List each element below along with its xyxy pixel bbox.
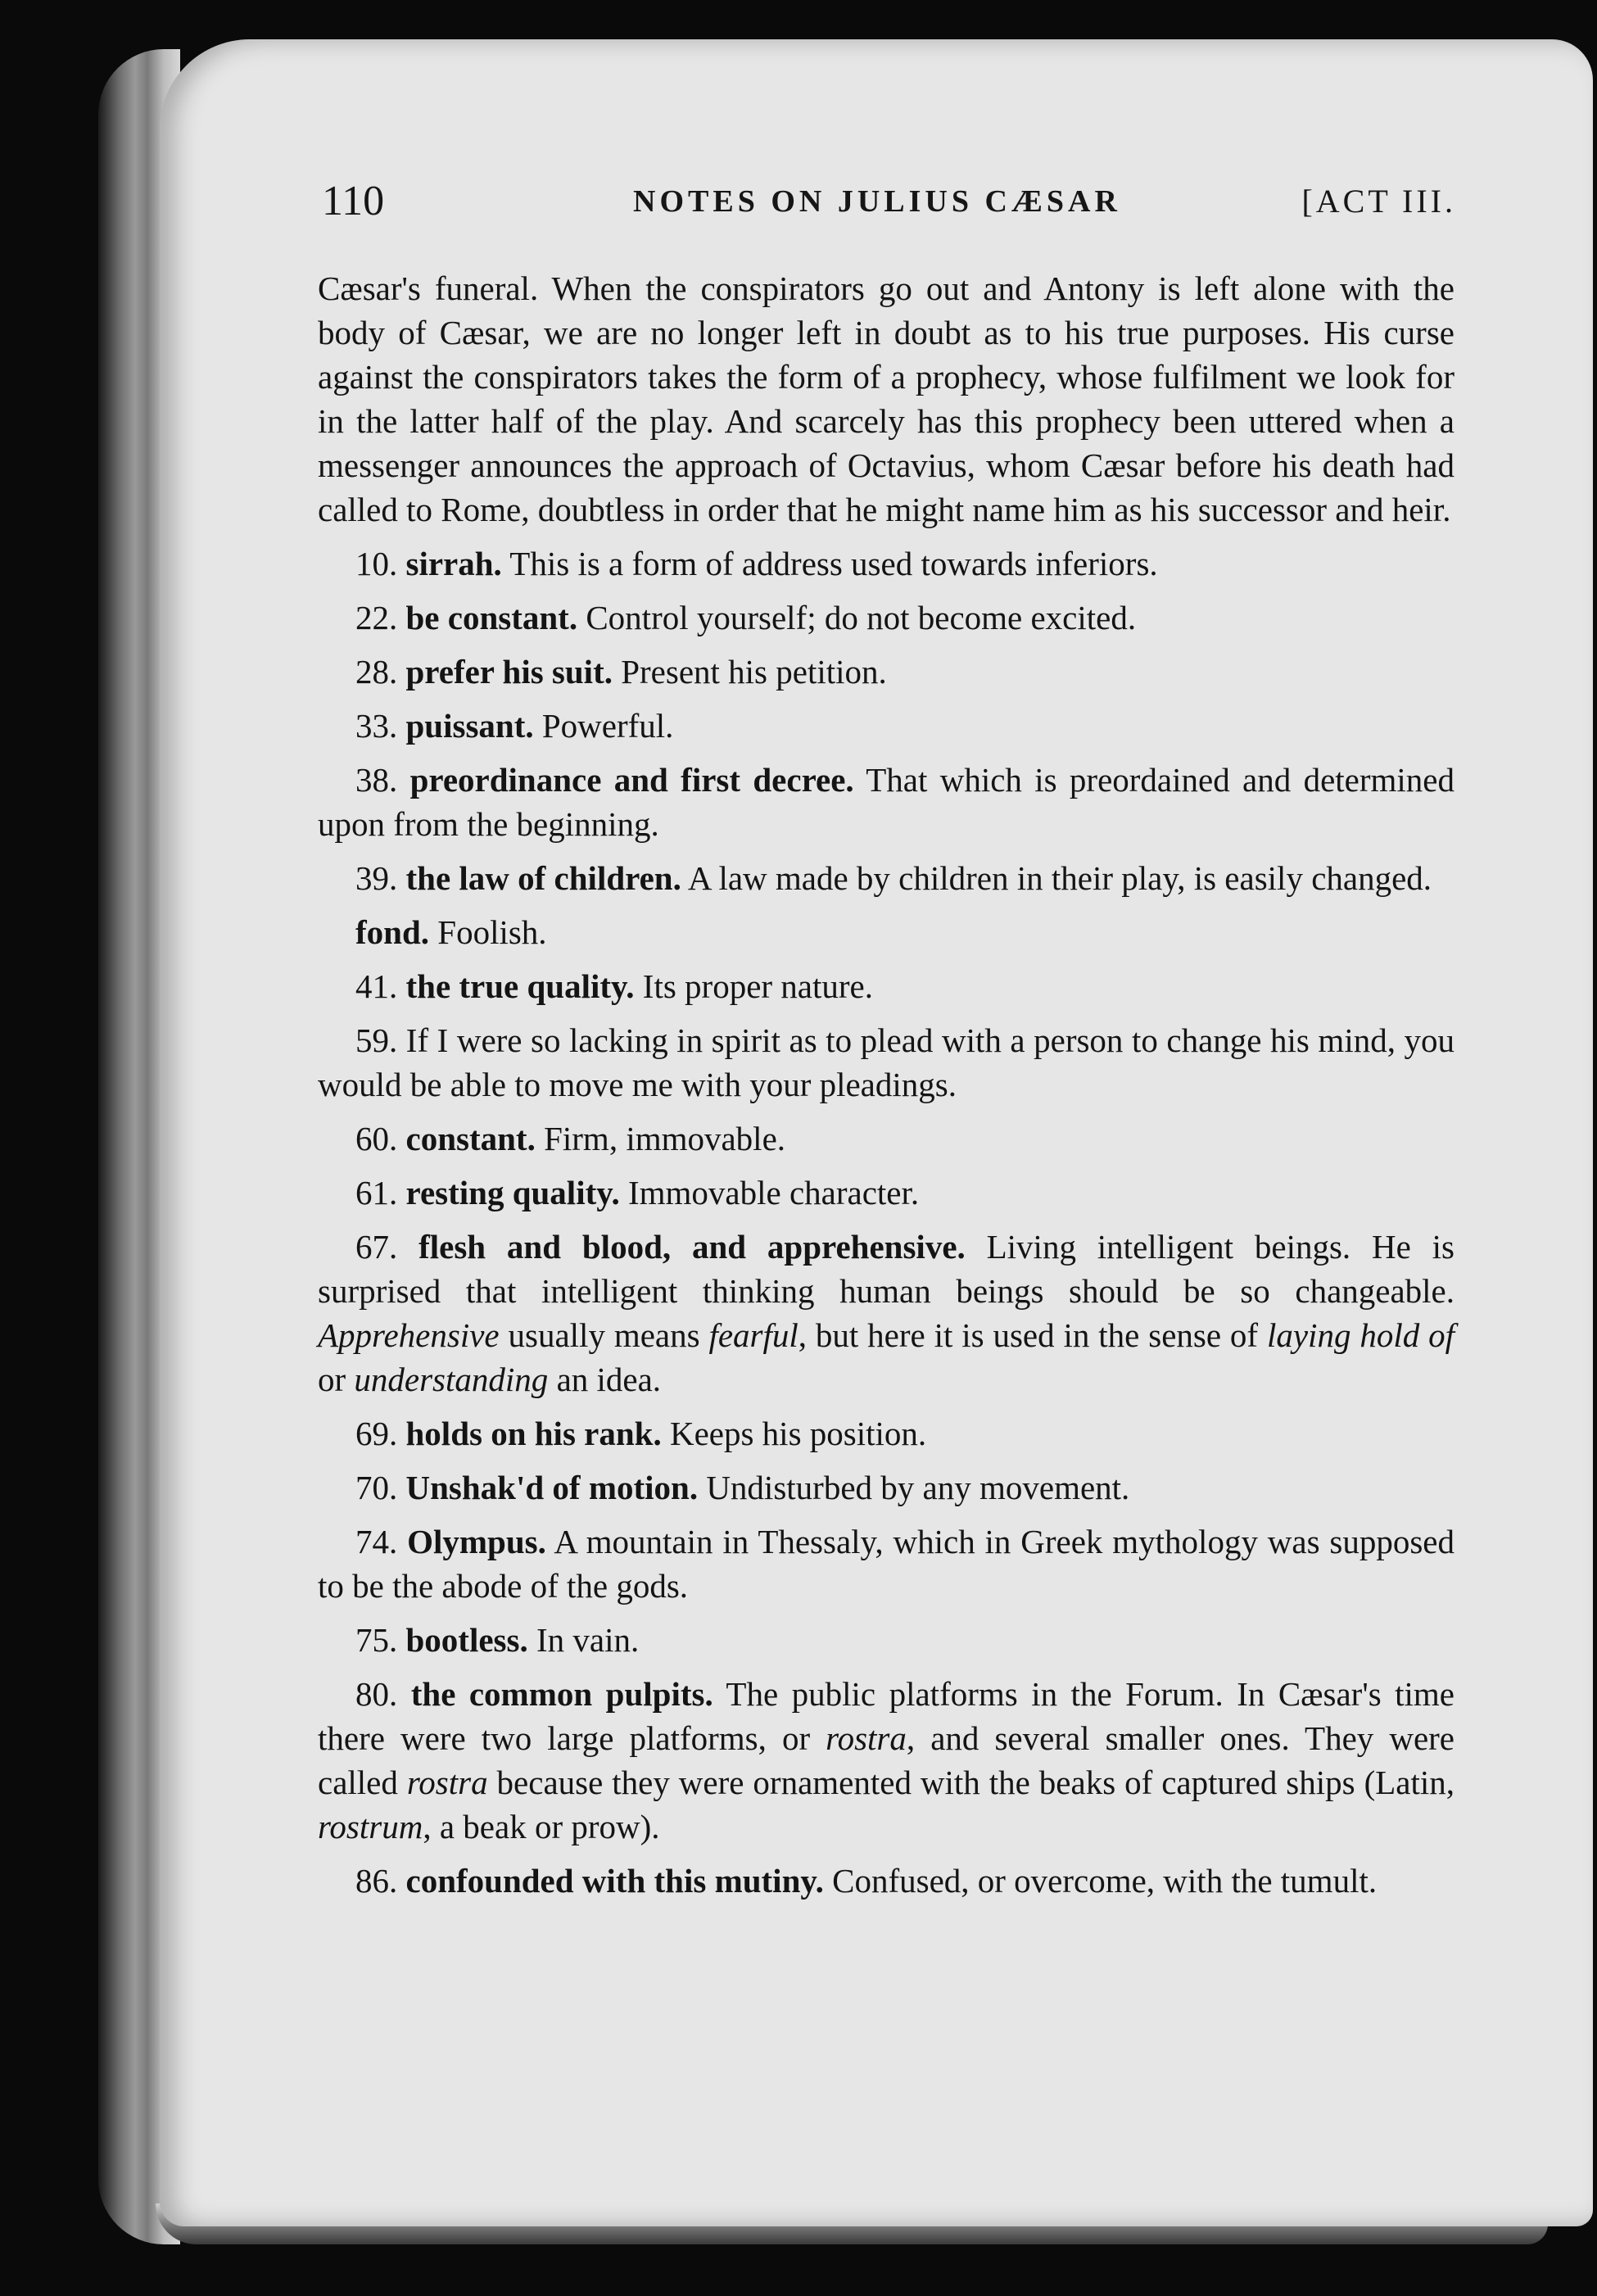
note-italic: rostra (406, 1764, 488, 1801)
page-number: 110 (322, 178, 385, 224)
note-number: 33. (355, 707, 398, 745)
note-39 (318, 856, 1454, 900)
note-text: because they were ornamented with the beaks of captured ships (Latin, (487, 1764, 1454, 1801)
note-text: , and several smaller ones. They were called (318, 1719, 1454, 1801)
note-term: preordinance and first decree. (409, 761, 854, 799)
note-term: puissant. (405, 707, 534, 745)
note-number: 22. (355, 599, 398, 636)
note-term: fond. (355, 913, 430, 951)
note-text: Keeps his position. (661, 1415, 927, 1452)
note-term: Unshak'd of motion. (405, 1469, 699, 1506)
note-number: 60. (355, 1120, 398, 1157)
note-67 (318, 1225, 1454, 1402)
note-number: 59. (355, 1021, 398, 1059)
note-text: or (318, 1361, 355, 1398)
note-text: Immovable character. (619, 1174, 920, 1211)
note-text: Undisturbed by any movement. (698, 1469, 1130, 1506)
note-number: 61. (355, 1174, 398, 1211)
note-number: 10. (355, 545, 398, 582)
note-fond (318, 910, 1454, 954)
note-term: Olympus. (407, 1523, 546, 1560)
note-text: If I were so lacking in spirit as to plead with a person to change his mind, you would be able to move me with your pleadings. (318, 1021, 1454, 1103)
note-text: A law made by children in their play, is easily changed. (681, 859, 1432, 897)
note-term: confounded with this mutiny. (405, 1862, 824, 1900)
note-text: Living intelligent beings. He is surprised that intelligent thinking human beings should be so changeable. (318, 1228, 1455, 1310)
note-term: constant. (405, 1120, 536, 1157)
note-text: Foolish. (429, 913, 547, 951)
note-italic: laying hold of (1266, 1316, 1454, 1354)
note-term: the common pulpits. (410, 1675, 713, 1713)
note-text: Control yourself; do not become excited. (577, 599, 1137, 636)
note-text: This is a form of address used towards inferiors. (501, 545, 1158, 582)
note-text: usually means (499, 1316, 709, 1354)
note-term: bootless. (405, 1621, 528, 1659)
note-number: 74. (355, 1523, 398, 1560)
note-number: 67. (355, 1228, 398, 1266)
note-italic: rostrum (318, 1808, 423, 1845)
note-86 (318, 1859, 1454, 1903)
note-60 (318, 1116, 1454, 1161)
running-head (322, 172, 1456, 229)
note-text: In vain. (527, 1621, 640, 1659)
note-text: Firm, immovable. (535, 1120, 786, 1157)
note-text: Present his petition. (612, 653, 887, 691)
note-italic: Apprehensive (318, 1316, 500, 1354)
note-22 (318, 596, 1454, 640)
note-number: 39. (355, 859, 398, 897)
note-number: 69. (355, 1415, 398, 1452)
note-text: That which is preordained and determined upon from the beginning. (318, 761, 1454, 843)
note-text: , but here it is used in the sense of (798, 1316, 1267, 1354)
note-61 (318, 1171, 1454, 1215)
note-term: be constant. (405, 599, 578, 636)
note-75 (318, 1618, 1454, 1662)
note-69 (318, 1411, 1454, 1456)
note-text: The public platforms in the Forum. In Cæsar's time there were two large platforms, or (318, 1675, 1454, 1757)
note-italic: fearful (708, 1316, 798, 1354)
note-28 (318, 650, 1454, 694)
note-33 (318, 704, 1454, 748)
note-term: sirrah. (405, 545, 502, 582)
note-number: 41. (355, 967, 398, 1005)
note-text: , a beak or prow). (423, 1808, 660, 1845)
note-text: Confused, or overcome, with the tumult. (823, 1862, 1378, 1900)
note-59 (318, 1018, 1454, 1107)
note-38 (318, 758, 1454, 846)
note-text: Its proper nature. (634, 967, 873, 1005)
note-text: an idea. (548, 1361, 662, 1398)
note-term: resting quality. (405, 1174, 620, 1211)
note-80 (318, 1672, 1454, 1849)
note-41 (318, 964, 1454, 1008)
note-term: the true quality. (405, 967, 635, 1005)
note-text: A mountain in Thessaly, which in Greek mythology was supposed to be the abode of the gods. (318, 1523, 1454, 1605)
note-italic: rostra (826, 1719, 907, 1757)
note-number: 38. (355, 761, 398, 799)
notes-text (318, 266, 1454, 1913)
note-number: 75. (355, 1621, 398, 1659)
note-10 (318, 541, 1454, 586)
note-number: 80. (355, 1675, 398, 1713)
note-term: flesh and blood, and apprehensive. (418, 1228, 966, 1266)
running-title: NOTES ON JULIUS CÆSAR (633, 184, 1121, 219)
note-term: holds on his rank. (405, 1415, 662, 1452)
note-74 (318, 1519, 1454, 1608)
intro-paragraph: Cæsar's funeral. When the conspirators go out and Antony is left alone with the body of Cæsar, we are no longer left in doubt as to his true purposes. His curse against the conspirators takes the form of a prophecy, whose fulfilment we look for in the latter half of the play. And scarcely has this prophecy been uttered when a messenger announces the approach of Octavius, whom Cæsar before his death had called to Rome, doubtless in order that he might name him as his successor and heir. (318, 269, 1454, 528)
note-70 (318, 1465, 1454, 1510)
note-italic: understanding (354, 1361, 549, 1398)
running-act: [ACT III. (1301, 183, 1456, 220)
note-text: Powerful. (533, 707, 674, 745)
note-term: prefer his suit. (405, 653, 613, 691)
note-number: 28. (355, 653, 398, 691)
note-number: 70. (355, 1469, 398, 1506)
note-number: 86. (355, 1862, 398, 1900)
note-term: the law of children. (405, 859, 681, 897)
